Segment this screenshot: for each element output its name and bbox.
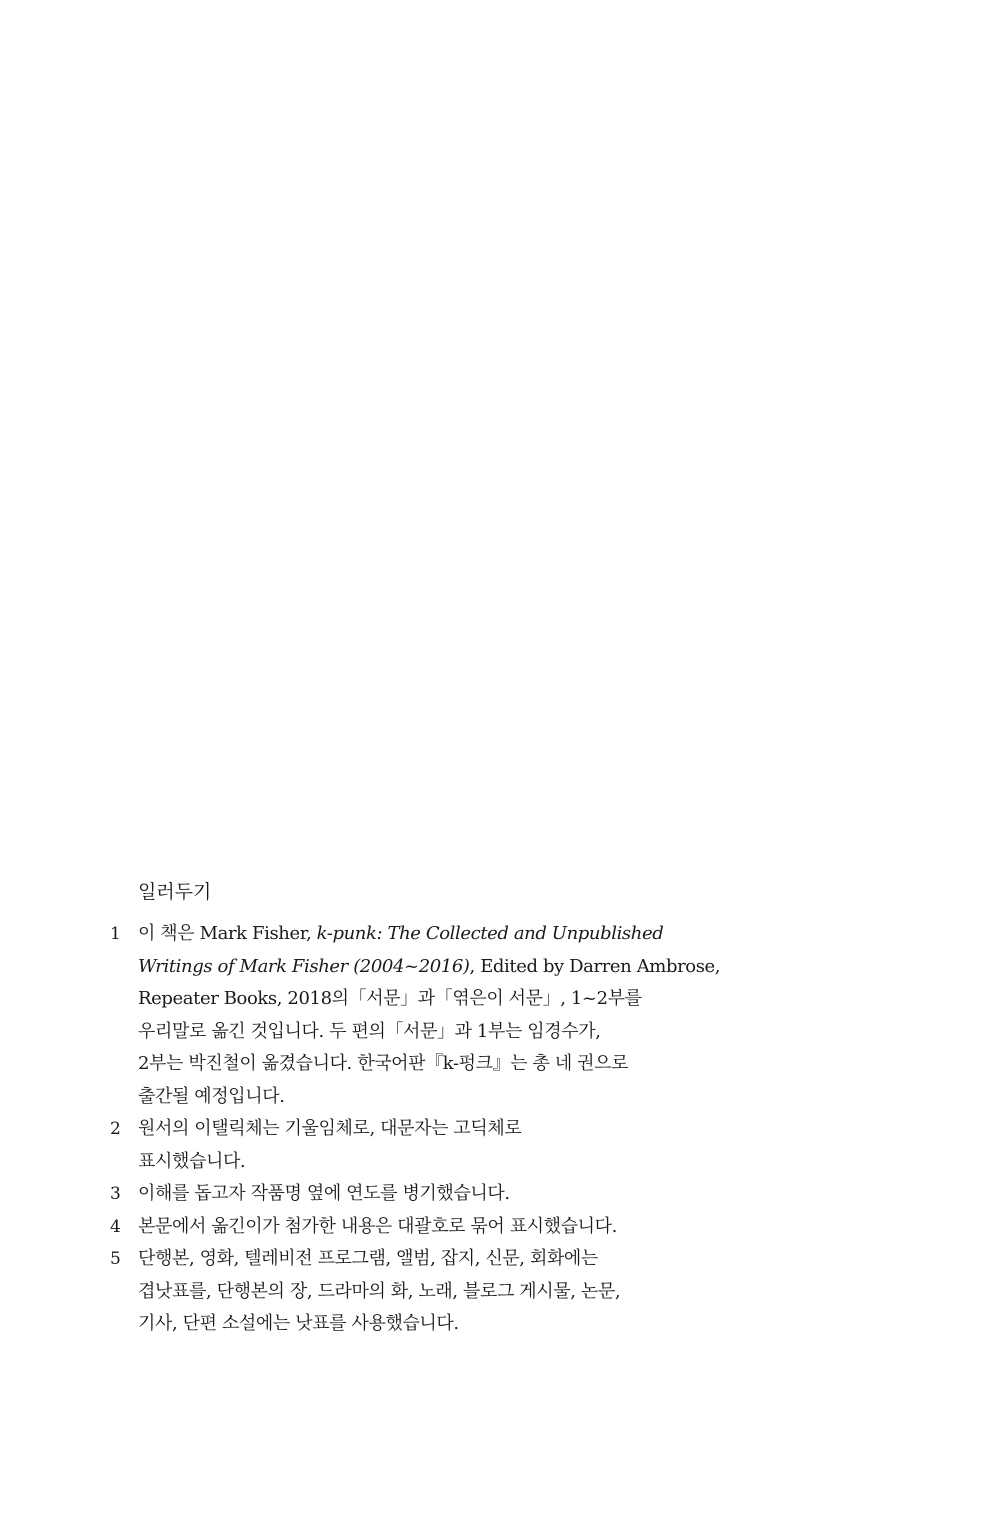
note-item	[100, 1113, 720, 1178]
note-line: 이해를 돕고자 작품명 옆에 연도를 병기했습니다.	[138, 1183, 510, 1204]
book-title-italic: k-punk: The Collected and Unpublished	[316, 923, 664, 944]
note-number: 4	[110, 1216, 121, 1237]
note-line: 단행본, 영화, 텔레비전 프로그램, 앨범, 잡지, 신문, 회화에는	[138, 1248, 598, 1269]
book-title-italic: Writings of Mark Fisher (2004~2016)	[138, 955, 470, 977]
note-line: 2부는 박진철이 옮겼습니다. 한국어판『k-펑크』는 총 네 권으로	[138, 1053, 629, 1074]
note-text	[138, 1178, 720, 1211]
note-text	[138, 1243, 720, 1341]
note-line: 본문에서 옮긴이가 첨가한 내용은 대괄호로 묶어 표시했습니다.	[138, 1215, 617, 1237]
note-text	[138, 918, 720, 1113]
notes-heading: 일러두기	[138, 881, 212, 903]
note-line: 표시했습니다.	[138, 1150, 246, 1172]
note-line: 우리말로 옮긴 것입니다. 두 편의「서문」과 1부는 임경수가,	[138, 1020, 601, 1042]
notes-list	[100, 918, 720, 1341]
note-line: 겹낫표를, 단행본의 장, 드라마의 화, 노래, 블로그 게시물, 논문,	[138, 1280, 621, 1302]
note-item	[100, 918, 720, 1113]
note-number: 3	[110, 1184, 121, 1204]
note-line	[138, 951, 720, 984]
note-line: 출간될 예정입니다.	[138, 1085, 285, 1107]
note-line: Repeater Books, 2018의「서문」과「엮은이 서문」, 1~2부를	[138, 988, 642, 1009]
note-line: 원서의 이탤릭체는 기울임체로, 대문자는 고딕체로	[138, 1118, 522, 1139]
note-line	[138, 918, 720, 951]
note-number: 1	[110, 924, 121, 944]
note-line-text: , Edited by Darren Ambrose,	[469, 955, 721, 977]
note-number: 2	[110, 1119, 121, 1139]
note-item	[100, 1178, 720, 1211]
note-line-text: 이 책은 Mark Fisher,	[138, 923, 317, 944]
note-number: 5	[110, 1249, 121, 1269]
note-text	[138, 1211, 720, 1244]
note-text	[138, 1113, 720, 1178]
note-item	[100, 1211, 720, 1244]
note-item	[100, 1243, 720, 1341]
note-line: 기사, 단편 소설에는 낫표를 사용했습니다.	[138, 1313, 459, 1334]
